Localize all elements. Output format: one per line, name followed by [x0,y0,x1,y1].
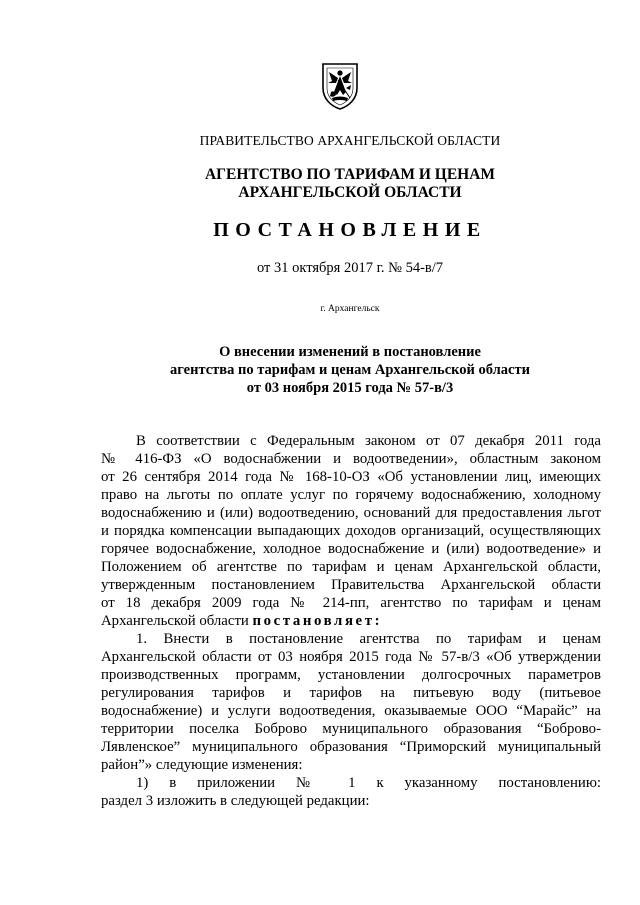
body-line: район”» следующие изменения: [101,757,303,773]
title-line-2: агентства по тарифам и ценам Архангельской области [170,362,530,378]
body-line: водоснабжению и (или) водоотведению, оснований для предоставления льгот [101,505,601,521]
body-line: от 26 сентября 2014 года № 168-10-ОЗ «Об установлении лиц, имеющих [101,469,601,485]
body-line: горячее водоснабжение, холодное водоснабжение и (или) водоотведение» и [101,541,601,557]
body-line: Лявленское” муниципального образования “Приморский муниципальный [101,739,601,755]
body-line: регулирования тарифов и тарифов на питьевую воду (питьевое [101,685,601,701]
decree-line [101,612,601,630]
date-and-number: от 31 октября 2017 г. № 54-в/7 [256,260,444,276]
body-line: раздел 3 изложить в следующей редакции: [101,793,370,809]
decree-line-text: Архангельской области [101,613,249,629]
decree-word: постановляет: [252,613,383,629]
government-name: ПРАВИТЕЛЬСТВО АРХАНГЕЛЬСКОЙ ОБЛАСТИ [199,133,501,148]
body-line: № 416-ФЗ «О водоснабжении и водоотведении», областным законом [101,451,601,467]
document-title [60,343,640,397]
body-line: Архангельской области от 03 ноября 2015 года № 57-в/3 «Об утверждении [101,649,601,665]
title-line-3: от 03 ноября 2015 года № 57-в/3 [246,380,454,396]
body-line: 1) в приложении № 1 к указанному постановлению: [136,775,601,791]
document-body [101,432,601,810]
body-line: 1. Внести в постановление агентства по тарифам и ценам [136,631,601,647]
body-line: Положением об агентстве по тарифам и ценам Архангельской области, [101,559,601,575]
body-line: право на льготы по оплате услуг по горячему водоснабжению, холодному [101,487,601,503]
body-line: производственных программ, установлении долгосрочных параметров [101,667,601,683]
body-line: и порядка компенсации выпадающих доходов организаций, осуществляющих [101,523,601,539]
body-line: территории поселка Боброво муниципального образования “Боброво- [101,721,601,737]
document-type-heading: ПОСТАНОВЛЕНИЕ [213,219,487,241]
title-line-1: О внесении изменений в постановление [219,344,481,360]
agency-name-line-1: АГЕНТСТВО ПО ТАРИФАМ И ЦЕНАМ [204,166,496,183]
city-name: г. Архангельск [320,304,380,314]
coat-of-arms-icon [320,62,360,110]
body-line: от 18 декабря 2009 года № 214-пп, агентство по тарифам и ценам [101,595,601,611]
agency-name [60,166,640,202]
body-line: утвержденным постановлением Правительства Архангельской области [101,577,601,593]
agency-name-line-2: АРХАНГЕЛЬСКОЙ ОБЛАСТИ [238,184,462,201]
body-line: В соответствии с Федеральным законом от 07 декабря 2011 года [136,433,601,449]
body-line: водоснабжение) и услуги водоотведения, оказываемые ООО “Марайс” на [101,703,601,719]
